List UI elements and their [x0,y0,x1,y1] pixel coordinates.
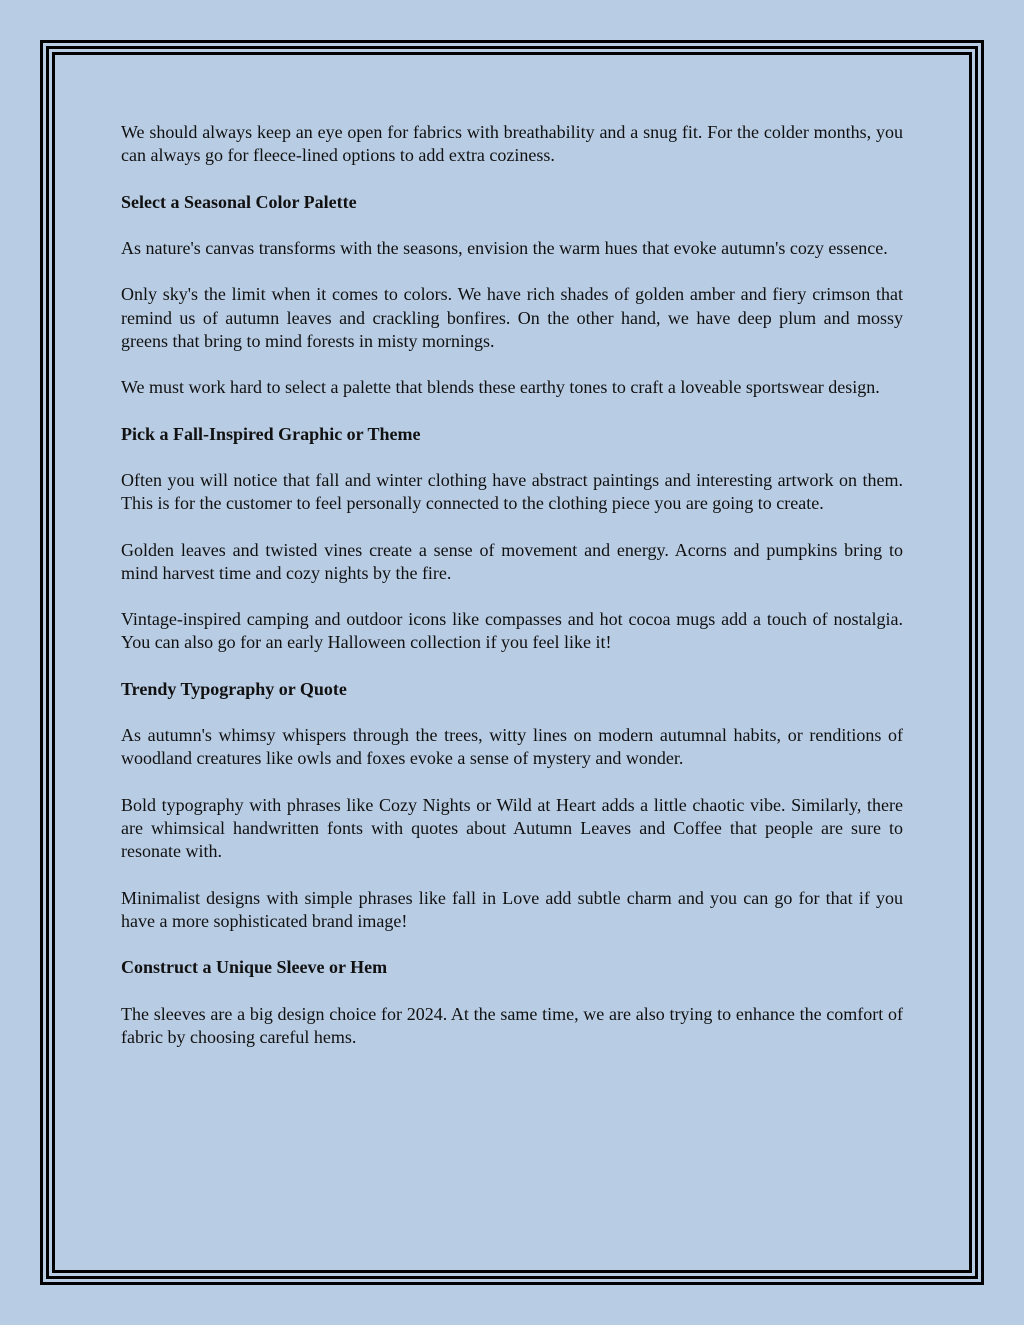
paragraph-vintage: Vintage-inspired camping and outdoor icons like compasses and hot cocoa mugs add a touch of nostalgia. You can also go for an early Halloween collection if you feel like it! [121,609,903,653]
paragraph-sleeves: The sleeves are a big design choice for 2024. At the same time, we are also trying to enhance the comfort of fabric by choosing careful hems. [121,1003,903,1047]
heading-typography: Trendy Typography or Quote [121,678,347,699]
paragraph-nature-canvas: As nature's canvas transforms with the seasons, envision the warm hues that evoke autumn's cozy essence. [121,237,888,258]
heading-color-palette: Select a Seasonal Color Palette [121,191,357,212]
heading-graphic-theme: Pick a Fall-Inspired Graphic or Theme [121,423,421,444]
paragraph-bold-typography: Bold typography with phrases like Cozy Nights or Wild at Heart adds a little chaotic vibe. Similarly, there are whimsical handwritten fonts with quotes about Autumn Leaves and Coffee that people are sure to resonate with. [121,794,903,862]
document-body [121,121,903,1072]
paragraph-fabrics: We should always keep an eye open for fabrics with breathability and a snug fit. For the colder months, you can always go for fleece-lined options to add extra coziness. [121,122,903,166]
paragraph-artwork: Often you will notice that fall and winter clothing have abstract paintings and interesting artwork on them. This is for the customer to feel personally connected to the clothing piece you are going to create. [121,469,903,514]
paragraph-palette: We must work hard to select a palette that blends these earthy tones to craft a loveable sportswear design. [121,377,880,398]
paragraph-minimalist: Minimalist designs with simple phrases like fall in Love add subtle charm and you can go for that if you have a more sophisticated brand image! [121,887,903,931]
paragraph-whimsy: As autumn's whimsy whispers through the trees, witty lines on modern autumnal habits, or renditions of woodland creatures like owls and foxes evoke a sense of mystery and wonder. [121,725,903,769]
paragraph-golden-leaves: Golden leaves and twisted vines create a sense of movement and energy. Acorns and pumpkins bring to mind harvest time and cozy nights by the fire. [121,539,903,583]
paragraph-colors: Only sky's the limit when it comes to colors. We have rich shades of golden amber and fiery crimson that remind us of autumn leaves and crackling bonfires. On the other hand, we have deep plum and mossy greens that bring to mind forests in misty mornings. [121,284,903,351]
heading-sleeve-hem: Construct a Unique Sleeve or Hem [121,957,388,978]
